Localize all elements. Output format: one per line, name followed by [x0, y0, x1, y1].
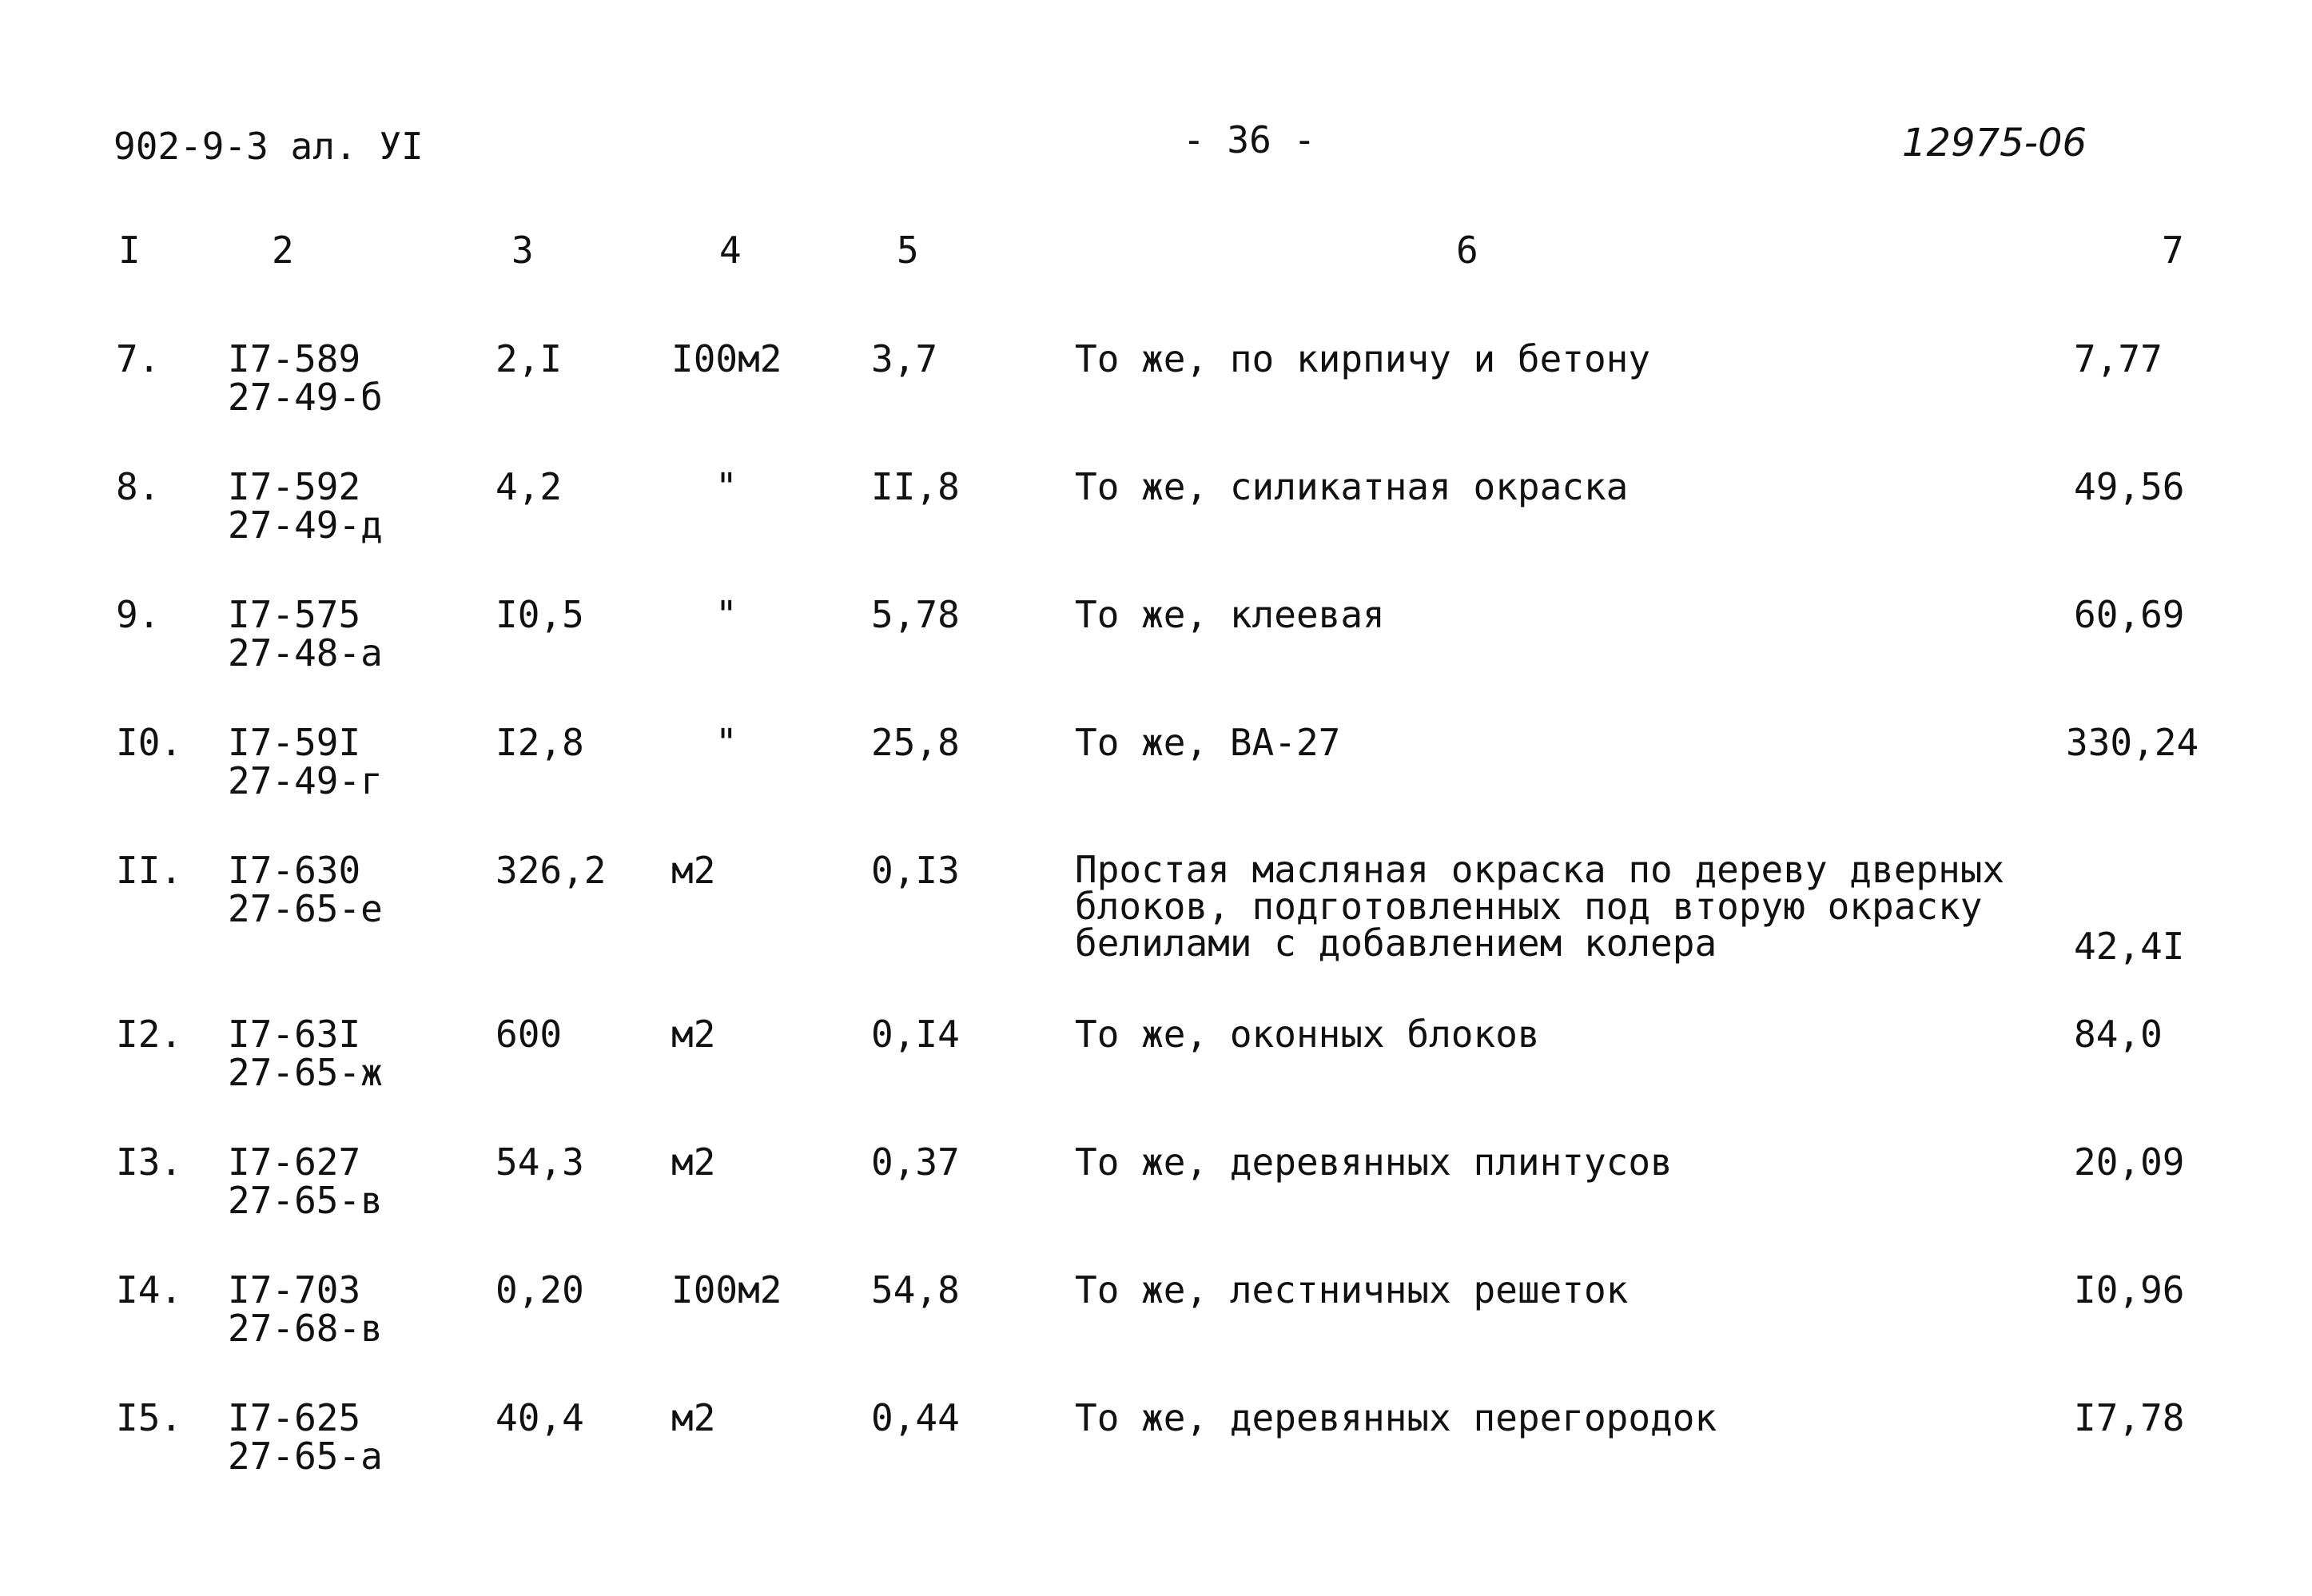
- column-number-4: 4: [719, 229, 742, 272]
- row-code: [228, 851, 383, 928]
- code-line-2: 27-68-в: [228, 1307, 383, 1350]
- row-quantity: 600: [495, 1013, 563, 1056]
- page-number: - 36 -: [1183, 118, 1316, 161]
- row-number: I5.: [116, 1396, 183, 1439]
- row-total: 20,09: [2074, 1140, 2185, 1184]
- row-quantity: 2,I: [495, 337, 563, 380]
- code-line-2: 27-49-б: [228, 376, 383, 419]
- row-total: I0,96: [2074, 1268, 2185, 1311]
- column-number-6: 6: [1456, 229, 1478, 272]
- row-unit-price: 5,78: [871, 593, 960, 636]
- description-line: То же, деревянных плинтусов: [1075, 1140, 1673, 1184]
- row-unit: I00м2: [671, 337, 782, 380]
- code-line-2: 27-49-г: [228, 759, 383, 802]
- row-unit-price: 0,I4: [871, 1013, 960, 1056]
- row-total: 7,77: [2074, 337, 2163, 380]
- inventory-number: 12975-06: [1902, 121, 2087, 165]
- column-number-5: 5: [897, 229, 919, 272]
- code-line-1: I7-575: [228, 593, 361, 636]
- row-unit-price: 0,44: [871, 1396, 960, 1439]
- row-code: [228, 337, 383, 419]
- row-quantity: 54,3: [495, 1140, 584, 1184]
- row-total: 84,0: [2074, 1013, 2163, 1056]
- row-number: I4.: [116, 1268, 183, 1311]
- code-line-1: I7-625: [228, 1396, 361, 1439]
- code-line-1: I7-63I: [228, 1013, 361, 1056]
- code-line-1: I7-627: [228, 1140, 361, 1184]
- row-number: I3.: [116, 1140, 183, 1184]
- row-quantity: 4,2: [495, 465, 563, 508]
- row-total: 60,69: [2074, 593, 2185, 636]
- row-total: 42,4I: [2074, 925, 2185, 968]
- code-line-2: 27-49-д: [228, 503, 383, 547]
- description-line: белилами с добавлением колера: [1075, 921, 1717, 965]
- row-code: [228, 1140, 383, 1222]
- row-number: I0.: [116, 721, 183, 764]
- column-number-7: 7: [2162, 229, 2184, 272]
- row-description: [1075, 723, 1340, 762]
- code-line-1: I7-589: [228, 337, 361, 380]
- row-unit-price: 3,7: [871, 337, 938, 380]
- row-unit: м2: [671, 1140, 716, 1184]
- column-number-2: 2: [272, 229, 294, 272]
- row-unit-price: 0,I3: [871, 849, 960, 892]
- row-number: I2.: [116, 1013, 183, 1056]
- row-description: [1075, 1140, 1673, 1184]
- row-quantity: I2,8: [495, 721, 584, 764]
- description-line: То же, силикатная окраска: [1075, 465, 1629, 508]
- row-number: 8.: [116, 465, 161, 508]
- code-line-1: I7-630: [228, 849, 361, 892]
- row-description: [1075, 595, 1385, 634]
- code-line-2: 27-65-в: [228, 1179, 383, 1222]
- column-number-1: I: [118, 229, 141, 272]
- row-unit: I00м2: [671, 1268, 782, 1311]
- description-line: То же, ВА-27: [1075, 721, 1341, 764]
- description-line: То же, клеевая: [1075, 593, 1385, 636]
- row-quantity: 40,4: [495, 1396, 584, 1439]
- row-description: [1075, 1268, 1629, 1311]
- description-line: блоков, подготовленных под вторую окраску: [1075, 885, 1983, 928]
- row-code: [228, 1396, 383, 1478]
- code-line-1: I7-592: [228, 465, 361, 508]
- row-quantity: I0,5: [495, 593, 584, 636]
- code-line-2: 27-65-е: [228, 887, 383, 930]
- row-unit: ": [715, 465, 738, 508]
- row-quantity: 0,20: [495, 1268, 584, 1311]
- row-number: 9.: [116, 593, 161, 636]
- code-line-1: I7-703: [228, 1268, 361, 1311]
- column-number-3: 3: [511, 229, 534, 272]
- row-unit-price: 54,8: [871, 1268, 960, 1311]
- row-code: [228, 593, 383, 675]
- row-unit: м2: [671, 849, 716, 892]
- code-line-1: I7-59I: [228, 721, 361, 764]
- row-description: [1075, 465, 1629, 508]
- row-unit: ": [715, 593, 738, 636]
- row-total: 49,56: [2074, 465, 2185, 508]
- description-line: То же, оконных блоков: [1075, 1013, 1540, 1056]
- code-line-2: 27-48-а: [228, 631, 383, 675]
- row-description: [1075, 1396, 1717, 1439]
- row-unit-price: 0,37: [871, 1140, 960, 1184]
- row-number: II.: [116, 849, 183, 892]
- row-number: 7.: [116, 337, 161, 380]
- row-code: [228, 465, 383, 547]
- row-unit-price: 25,8: [871, 721, 960, 764]
- row-code: [228, 723, 383, 800]
- row-code: [228, 1015, 383, 1092]
- row-unit-price: II,8: [871, 465, 960, 508]
- description-line: То же, по кирпичу и бетону: [1075, 337, 1651, 380]
- row-unit: м2: [671, 1013, 716, 1056]
- row-description: [1075, 1013, 1540, 1056]
- row-description: [1075, 848, 2005, 965]
- row-description: [1075, 337, 1651, 380]
- row-code: [228, 1268, 383, 1350]
- document-code: 902-9-3 ал. УI: [113, 125, 424, 168]
- description-line: То же, деревянных перегородок: [1075, 1396, 1717, 1439]
- description-line: То же, лестничных решеток: [1075, 1268, 1629, 1311]
- code-line-2: 27-65-ж: [228, 1051, 383, 1094]
- row-quantity: 326,2: [495, 849, 607, 892]
- row-unit: ": [715, 721, 738, 764]
- row-total: I7,78: [2074, 1396, 2185, 1439]
- code-line-2: 27-65-а: [228, 1435, 383, 1478]
- row-total: 330,24: [2066, 721, 2199, 764]
- row-unit: м2: [671, 1396, 716, 1439]
- description-line: Простая масляная окраска по дереву дверных: [1075, 848, 2005, 891]
